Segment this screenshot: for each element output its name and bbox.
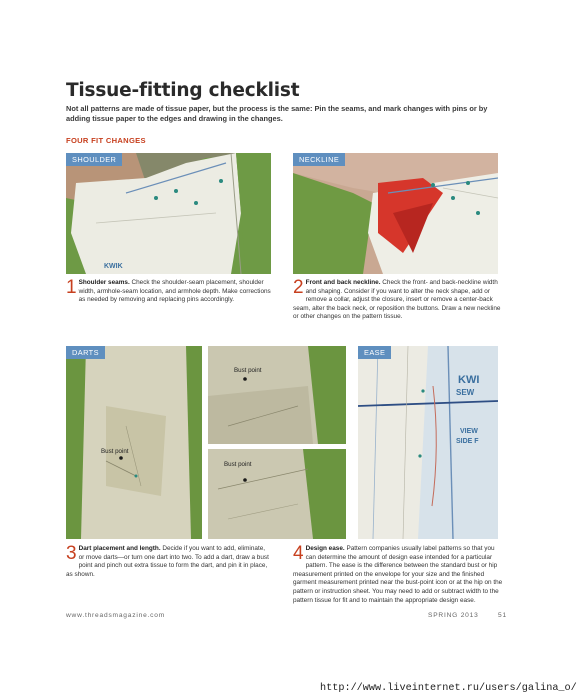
caption-text: Check the front- and back-neckline width and shaping. Consider if you want to alter the neck shape, add or remove a collar, adjust the closure, insert or remove a center-back seam, alter the back neck, or reposition the buttons. Draw a new neckline or other changes on the pattern tissue. — [293, 279, 501, 321]
neckline-caption — [293, 279, 505, 322]
darts-detail-top-image — [208, 346, 346, 444]
neckline-photo — [293, 153, 498, 274]
darts-bust-point-label: Bust point — [101, 448, 129, 455]
shoulder-tag: SHOULDER — [66, 153, 122, 166]
darts-photo — [66, 346, 202, 539]
caption-lead: Dart placement and length. — [78, 545, 161, 552]
darts-tag: DARTS — [66, 346, 105, 359]
caption-text: Decide if you want to add, eliminate, or move darts—or turn one dart into two. To add a dart, draw a bust point and pinch out extra tissue to form the dart, and pin it in place, as shown. — [66, 545, 269, 578]
watermark-url: http://www.liveinternet.ru/users/galina_o/ — [320, 683, 577, 694]
footer-page-number: 51 — [498, 612, 507, 619]
neckline-tag: NECKLINE — [293, 153, 345, 166]
shoulder-caption — [66, 279, 272, 305]
darts-detail-photo-bottom — [208, 449, 346, 539]
darts-caption — [66, 545, 272, 579]
caption-text: Check the shoulder-seam placement, shoulder width, armhole-seam location, and armhole depth. Make corrections as needed by removing and replacing pins accordingly. — [78, 279, 271, 304]
darts-detail-photo-top — [208, 346, 346, 444]
ease-pattern-text-2: SEW — [456, 388, 475, 397]
caption-lead: Front and back neckline. — [305, 279, 381, 286]
shoulder-pattern-text: KWIK — [104, 263, 123, 270]
caption-lead: Shoulder seams. — [78, 279, 130, 286]
page-title: Tissue-fitting checklist — [66, 80, 300, 101]
section-heading: FOUR FIT CHANGES — [66, 136, 146, 145]
caption-number: 4 — [293, 543, 304, 564]
intro-paragraph: Not all patterns are made of tissue paper, but the process is the same: Pin the seams, and mark changes with pins or by adding tissue paper to the edges and drawing in the changes. — [66, 104, 488, 123]
ease-caption — [293, 545, 505, 605]
darts-bottom-bust-point-label: Bust point — [224, 461, 252, 468]
caption-lead: Design ease. — [305, 545, 345, 552]
caption-number: 1 — [66, 277, 77, 298]
caption-text: Pattern companies usually label patterns so that you can determine the amount of design ease intended for a particular pattern. The ease is the difference between the standard bust or hip measurement printed on the envelope for your size and the finished garment measurement printed near the bust-point icon or at the hip on the pattern or instruction sheet. You may need to add or subtract width to the pattern tissue for fit and to maintain the appropriate design ease. — [293, 545, 503, 604]
shoulder-photo — [66, 153, 271, 274]
darts-photo-image — [66, 346, 202, 539]
ease-tag: EASE — [358, 346, 391, 359]
footer-website: www.threadsmagazine.com — [66, 612, 166, 619]
caption-number: 3 — [66, 543, 77, 564]
shoulder-photo-image — [66, 153, 271, 274]
ease-pattern-text-3: VIEW — [460, 428, 478, 435]
footer-issue: SPRING 2013 — [428, 612, 479, 619]
caption-number: 2 — [293, 277, 304, 298]
ease-photo — [358, 346, 498, 539]
neckline-photo-image — [293, 153, 498, 274]
darts-top-bust-point-label: Bust point — [234, 367, 262, 374]
ease-pattern-text-4: SIDE F — [456, 438, 479, 445]
ease-pattern-text-1: KWI — [458, 374, 480, 386]
